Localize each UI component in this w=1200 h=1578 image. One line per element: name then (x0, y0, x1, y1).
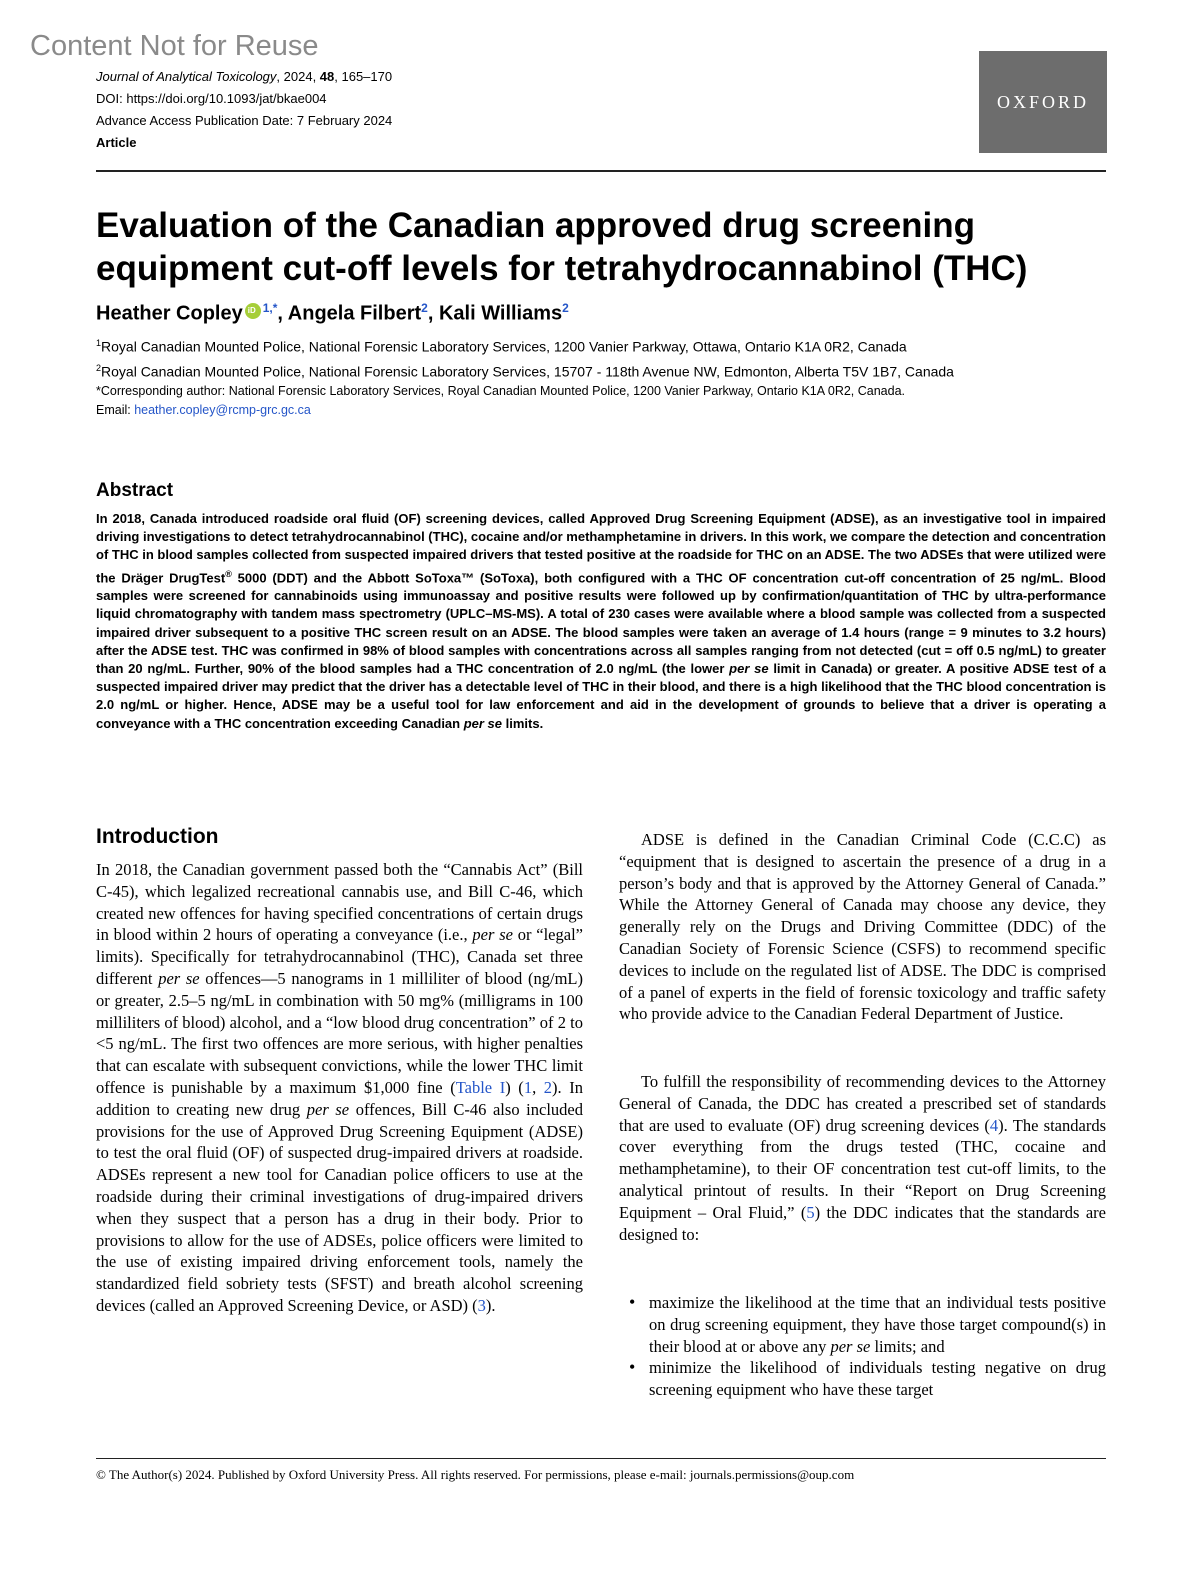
article-metadata (96, 66, 392, 154)
author-affiliation-mark[interactable]: 1,* (262, 301, 278, 315)
text-part: minimize the likelihood of individuals testing negative on drug screening equipment who have these target (649, 1358, 1106, 1400)
affiliation (96, 333, 954, 358)
author-list: Heather CopleyiD $^{1,*}$, Angela Filbert$^2$, Kali Williams$^2$ (96, 301, 569, 326)
email-link[interactable]: heather.copley@rcmp-grc.gc.ca (134, 403, 311, 417)
text-part: ). In addition to creating new drug (96, 1077, 584, 1119)
author-affiliation-mark[interactable]: 2 (421, 301, 428, 315)
introduction-paragraph (96, 859, 583, 1317)
text-part: To fulfill the responsibility of recommending devices to the Attorney General of Canada, the DDC has created a prescribed set of standards that are used to evaluate (OF) drug screening devices ( (619, 1072, 1106, 1135)
publisher-logo[interactable] (979, 51, 1107, 153)
paper-title: Evaluation of the Canadian approved drug screening equipment cut-off levels for tetrahydrocannabinol (THC) (96, 206, 1028, 288)
citation-line (96, 66, 392, 88)
journal-name: Journal of Analytical Toxicology (96, 69, 277, 84)
abstract-heading: Abstract (96, 480, 174, 501)
text-part: ) ( (505, 1077, 524, 1097)
corresponding-address: *Corresponding author: National Forensic Laboratory Services, Royal Canadian Mounted Police, 1200 Vanier Parkway, Ontario K1A 0R2, Canada. (96, 384, 906, 398)
registered-mark: ® (225, 568, 232, 579)
table-reference-link[interactable]: Table I (455, 1077, 506, 1097)
abstract-part: limit in Canada) or greater. A positive ADSE test of a suspected impaired driver may predict that the driver has a detectable level of THC in their blood, and there is a high likelihood that the THC blood concentration is 2.0 ng/mL or higher. Hence, ADSE may be a useful tool for law enforcement and aid in the development of grounds to believe that a driver is operating a conveyance with a THC concentration exceeding Canadian (96, 660, 1106, 731)
text-part: limits; and (870, 1336, 945, 1356)
text-part: ) the DDC indicates that the standards are designed to: (619, 1202, 1107, 1244)
corresponding-author (96, 382, 905, 420)
affiliations (96, 333, 954, 382)
author-name[interactable]: Angela Filbert (287, 302, 422, 325)
affiliation-number: 2 (96, 362, 102, 373)
email-label: Email: (96, 403, 135, 417)
text-part: ). The standards cover everything from the drugs tested (THC, cocaine and methamphetamine), to their OF concentration test cut-off limits, to the analytical printout of results. In their “Report on Drug Screening Equipment – Oral Fluid,” ( (619, 1115, 1106, 1222)
abstract-part: 5000 (DDT) and the Abbott SoToxa™ (SoToxa), both configured with a THC OF concentration cut-off concentration of 25 ng/mL. Blood samples were screened for cannabinoids using immunoassay and positive results were followed up by confirmation/quantitation of THC by ultra-performance liquid chromatography with tandem mass spectrometry (UPLC–MS-MS). A total of 230 cases were available where a blood sample was collected from a suspected impaired driver subsequent to a positive THC screen result on an ADSE. The blood samples were taken an average of 1.4 hours (range = 9 minutes to 3.2 hours) after the ADSE test. THC was confirmed in 98% of blood samples with concentrations across all samples ranging from not detected (cut = off 0.5 ng/mL) to greater than 20 ng/mL. Further, 90% of the blood samples had a THC concentration of 2.0 ng/mL (the lower (96, 569, 1106, 676)
text-part: maximize the likelihood at the time that an individual tests positive on drug screening equipment, they have those target compound(s) in their blood at or above any (649, 1293, 1106, 1356)
per-se-italic: per se (729, 660, 769, 676)
email-line (96, 401, 905, 420)
text-part: or “legal” limits). Specifically for tetrahydrocannabinol (THC), Canada set three different (96, 925, 583, 988)
pages: , 165–170 (334, 69, 393, 84)
reference-link[interactable]: 3 (477, 1295, 486, 1315)
ddc-standards-paragraph (619, 1071, 1106, 1245)
reference-link[interactable]: 2 (543, 1077, 553, 1097)
affiliation-text: Royal Canadian Mounted Police, National Forensic Laboratory Services, 15707 - 118th Avenue NW, Edmonton, Alberta T5V 1B7, Canada (101, 363, 954, 380)
text-part: In 2018, the Canadian government passed both the “Cannabis Act” (Bill C-45), which legalized recreational cannabis use, and Bill C-46, which created new offences for having specified concentrations of certain drugs in blood within 2 hours of operating a conveyance (i.e., (96, 860, 583, 945)
text-part: offences—5 nanograms in 1 milliliter of blood (ng/mL) or greater, 2.5–5 ng/mL in combination with 50 mg% (milligrams in 100 milliliters of blood) alcohol, and a “low blood drug concentration” of 2 to <5 ng/mL. The first two offences are more serious, with higher penalties that can escalate with subsequent convictions, while the lower THC limit offence is punishable by a maximum $1,000 fine ( (96, 968, 583, 1097)
author-name[interactable]: Heather Copley (96, 302, 243, 325)
volume: 48 (319, 69, 335, 84)
text-part: offences, Bill C-46 also included provisions for the use of Approved Drug Screening Equipment (ADSE) to test the oral fluid (OF) of suspected drug-impaired drivers at roadside. ADSEs represent a new tool for Canadian police officers to use at the roadside during their criminal investigations of drug-impaired drivers when they suspect that a person has a drug in their body. Prior to provisions to allow for the use of ADSEs, police officers were limited to the use of existing impaired driving enforcement tools, namely the standardized field sobriety tests (SFST) and breath alcohol screening devices (called an Approved Screening Device, or ASD) ( (96, 1099, 583, 1315)
bullet-item (619, 1292, 1106, 1357)
abstract-part: In 2018, Canada introduced roadside oral fluid (OF) screening devices, called Approved Drug Screening Equipment (ADSE), as an investigative tool in impaired driving investigations to detect tetrahydrocannabinol (THC), cocaine and/or methamphetamine in drivers. In this work, we compare the detection and concentration of THC in blood samples collected from suspected impaired drivers that tested positive at the roadside for THC on an ADSE. The two ADSEs that were utilized were the Dräger DrugTest (96, 511, 1106, 585)
author-affiliation-mark[interactable]: 2 (562, 301, 569, 315)
citation-year: , 2024, (276, 69, 320, 84)
author-name[interactable]: Kali Williams (438, 302, 563, 325)
reference-link[interactable]: 1 (523, 1077, 533, 1097)
affiliation-number: 1 (96, 338, 102, 348)
reference-link[interactable]: 5 (806, 1202, 815, 1222)
logo-text: OXFORD (996, 91, 1089, 112)
orcid-icon[interactable] (245, 303, 261, 319)
watermark: Content Not for Reuse (30, 30, 319, 62)
abstract-text (96, 510, 1106, 733)
article-type: Article (96, 135, 137, 150)
copyright-footer: © The Author(s) 2024. Published by Oxford University Press. All rights reserved. For permissions, please e-mail: journals.permissions@oup.com (96, 1467, 855, 1482)
footer-rule (96, 1458, 1106, 1459)
per-se-italic: per se (306, 1099, 350, 1119)
bullet-item (619, 1357, 1106, 1401)
per-se-italic: per se (472, 925, 513, 945)
adse-definition-paragraph: ADSE is defined in the Canadian Criminal Code (C.C.C) as “equipment that is designed to ascertain the presence of a drug in a person’s body and that is approved by the Attorney General of Canada.” While the Attorney General of Canada may choose any device, they generally rely on the Drugs and Driving Committee (DDC) of the Canadian Society of Forensic Science (CSFS) to recommend specific devices to include on the regulated list of ADSE. The DDC is comprised of a panel of experts in the field of forensic toxicology and traffic safety who provide advice to the Canadian Federal Department of Justice. (619, 830, 1106, 1024)
per-se-italic: per se (830, 1336, 871, 1356)
header-rule (96, 170, 1106, 172)
access-date: Advance Access Publication Date: 7 February 2024 (96, 113, 393, 128)
per-se-italic: per se (158, 968, 200, 988)
text-part: , (532, 1077, 544, 1097)
affiliation (96, 358, 954, 383)
affiliation-text: Royal Canadian Mounted Police, National Forensic Laboratory Services, 1200 Vanier Parkway, Ottawa, Ontario K1A 0R2, Canada (101, 338, 907, 355)
per-se-italic: per se (463, 715, 503, 731)
doi[interactable]: DOI: https://doi.org/10.1093/jat/bkae004 (96, 91, 327, 106)
introduction-heading: Introduction (96, 825, 219, 848)
standards-bullet-list (619, 1292, 1106, 1401)
abstract-part: limits. (502, 715, 544, 731)
reference-link[interactable]: 4 (989, 1115, 999, 1135)
text-part: ). (485, 1295, 496, 1315)
